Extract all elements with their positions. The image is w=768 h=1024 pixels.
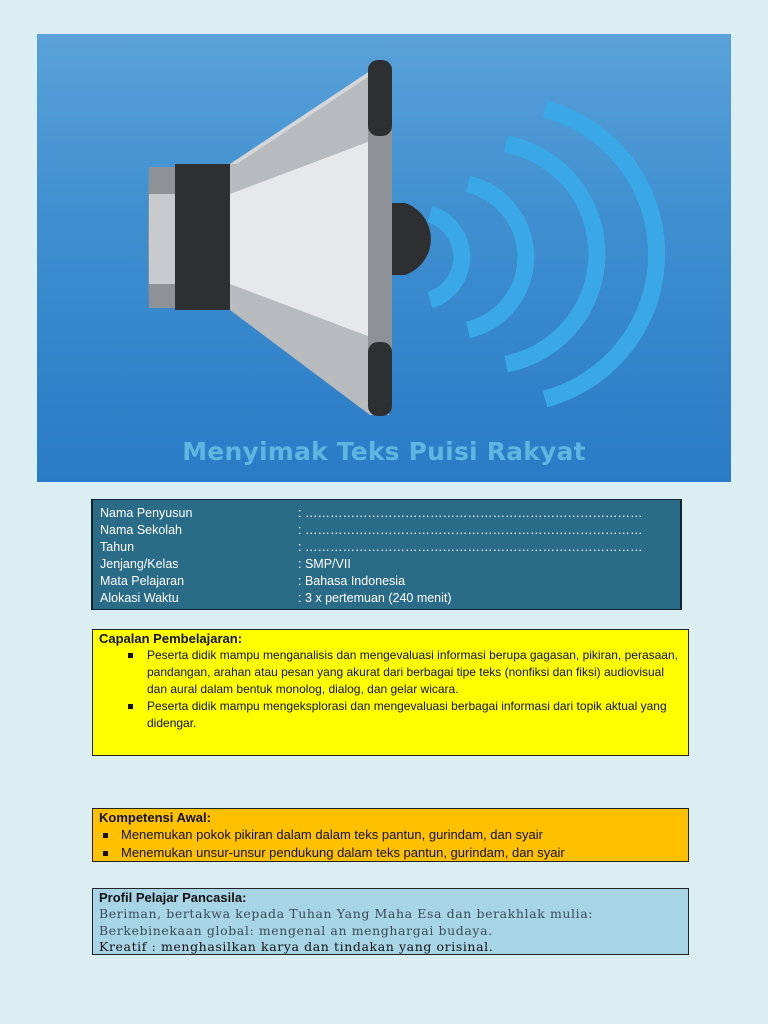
identity-value: : ……………………………………………………………………… (298, 506, 643, 520)
capaian-item-text: Peserta didik mampu mengeksplorasi dan mengevaluasi berbagai informasi dari topik aktual yang didengar. (147, 699, 667, 730)
identity-value: : 3 x pertemuan (240 menit) (298, 591, 452, 605)
identity-value: : Bahasa Indonesia (298, 574, 406, 588)
capaian-title: Capalan Pembelajaran: (99, 631, 243, 646)
identity-row (93, 505, 680, 522)
kompetensi-item-text: Menemukan unsur-unsur pendukung dalam teks pantun, gurindam, dan syair (121, 845, 565, 860)
kompetensi-title: Kompetensi Awal: (99, 810, 211, 825)
bullet-icon (103, 851, 108, 856)
banner-title: Menyimak Teks Puisi Rakyat (182, 437, 586, 466)
identity-row (93, 573, 680, 590)
identity-row (93, 539, 680, 556)
identity-value: : ……………………………………………………………………… (298, 540, 643, 554)
list-item (121, 844, 682, 862)
bullet-icon (103, 833, 108, 838)
identity-label: Nama Penyusun (100, 506, 193, 520)
profil-line: Berkebinekaan global: mengenal an menghargai budaya. (99, 922, 493, 938)
capaian-list (99, 647, 682, 732)
identity-table (91, 499, 682, 610)
identity-row (93, 556, 680, 573)
kompetensi-awal-box (92, 808, 689, 862)
speaker-icon (37, 34, 731, 482)
list-item (147, 698, 682, 732)
kompetensi-item-text: Menemukan pokok pikiran dalam dalam teks pantun, gurindam, dan syair (121, 827, 544, 842)
profil-line: Kreatif : menghasilkan karya dan tindakan yang orisinal. (99, 939, 494, 954)
identity-value: : ……………………………………………………………………… (298, 523, 643, 537)
profil-pelajar-box (92, 888, 689, 955)
profil-line: Beriman, bertakwa kepada Tuhan Yang Maha Esa dan berakhlak mulia: (99, 906, 594, 921)
bullet-icon (128, 653, 133, 658)
identity-label: Nama Sekolah (100, 523, 182, 537)
identity-label: Jenjang/Kelas (100, 557, 179, 571)
identity-label: Alokasi Waktu (100, 591, 179, 605)
cover-banner (37, 34, 731, 482)
identity-value: : SMP/VII (298, 557, 351, 571)
capaian-item-text: Peserta didik mampu menganalisis dan mengevaluasi informasi berupa gagasan, pikiran, perasaan, pandangan, arahan atau pesan yang akurat dari berbagai tipe teks (nonfiksi dan fiksi) audiovisual dan aural dalam bentuk monolog, dialog, dan gelar wicara. (147, 648, 678, 696)
bullet-icon (128, 704, 133, 709)
list-item (121, 826, 682, 844)
identity-row (93, 590, 680, 607)
identity-row (93, 522, 680, 539)
profil-title: Profil Pelajar Pancasila: (99, 890, 247, 905)
identity-label: Mata Pelajaran (100, 574, 185, 588)
kompetensi-list (99, 826, 682, 862)
list-item (147, 647, 682, 698)
identity-label: Tahun (100, 540, 135, 554)
capaian-pembelajaran-box (92, 629, 689, 756)
